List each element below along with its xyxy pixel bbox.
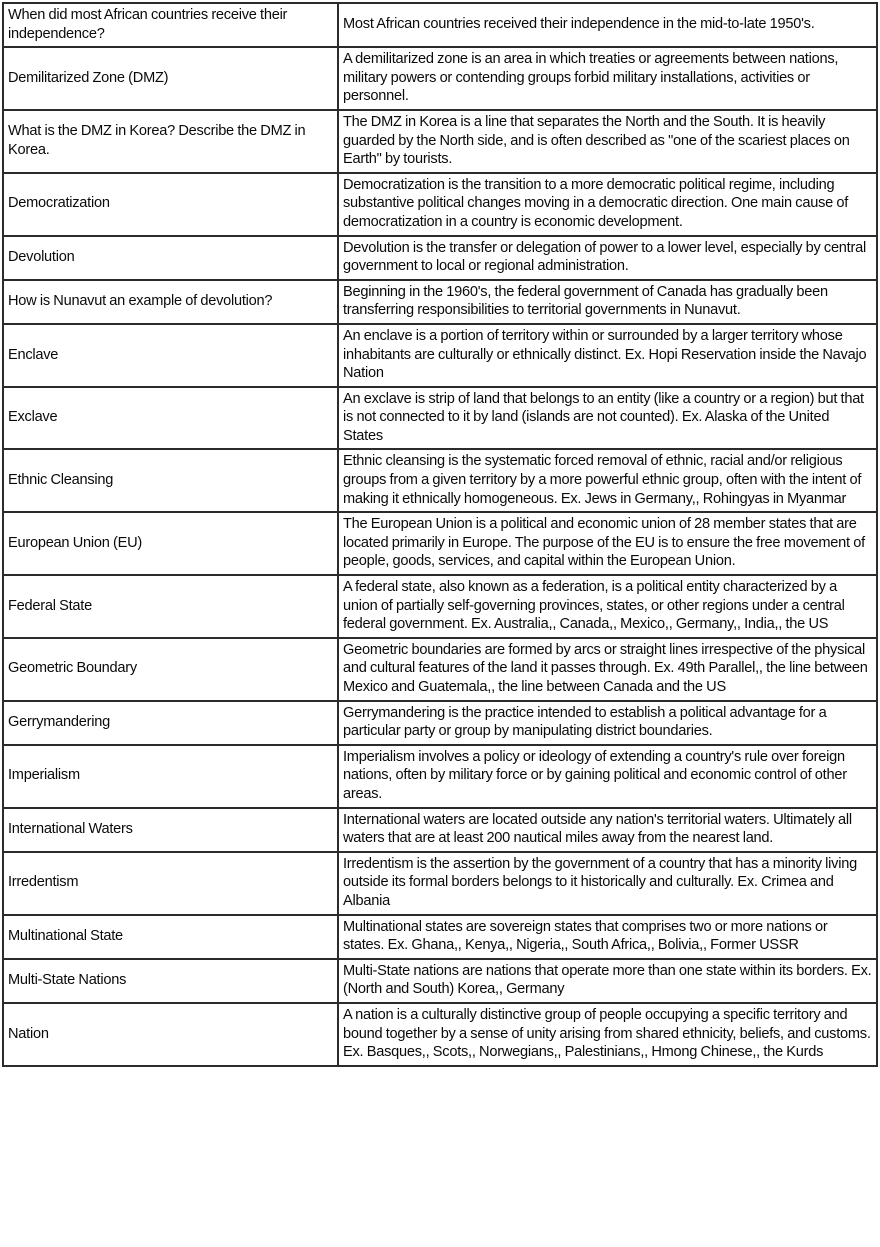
definition-text: Irredentism is the assertion by the government of a country that has a minority living outside its formal borders belongs to it historically and culturally. Ex. Crimea and Albania <box>343 855 857 909</box>
term-text: Irredentism <box>8 874 79 891</box>
definition-text: The European Union is a political and economic union of 28 member states that are located primarily in Europe. The purpose of the EU is to ensure the free movement of people, goods, services, and capital within the European Union. <box>343 516 865 570</box>
definition-cell <box>338 280 877 324</box>
term-cell <box>3 512 338 575</box>
term-cell <box>3 575 338 638</box>
term-cell <box>3 638 338 701</box>
definition-text: Imperialism involves a policy or ideology of extending a country's rule over foreign nations, often by military force or by gaining political and economic control of other areas. <box>343 748 847 802</box>
vocabulary-table <box>2 2 878 1067</box>
table-row <box>3 512 877 575</box>
term-cell <box>3 449 338 512</box>
term-text: Gerrymandering <box>8 713 110 730</box>
definition-cell <box>338 110 877 173</box>
table-row <box>3 959 877 1003</box>
term-text: Enclave <box>8 346 59 363</box>
table-row <box>3 236 877 280</box>
term-text: Nation <box>8 1025 49 1042</box>
term-text: What is the DMZ in Korea? Describe the DMZ in Korea. <box>8 123 306 158</box>
term-cell <box>3 110 338 173</box>
term-cell <box>3 236 338 280</box>
term-text: Devolution <box>8 248 75 265</box>
definition-text: An enclave is a portion of territory within or surrounded by a larger territory whose inhabitants are culturally or ethnically distinct. Ex. Hopi Reservation inside the Navajo Nation <box>343 327 867 382</box>
definition-text: Most African countries received their independence in the mid-to-late 1950's. <box>343 16 815 33</box>
table-row <box>3 915 877 959</box>
term-text: International Waters <box>8 820 133 837</box>
table-row <box>3 701 877 745</box>
term-text: Democratization <box>8 195 110 212</box>
term-cell <box>3 1003 338 1066</box>
definition-cell <box>338 387 877 450</box>
definition-text: The DMZ in Korea is a line that separates the North and the South. It is heavily guarded by the North side, and is often described as "one of the scariest places on Earth" by tourists. <box>343 113 850 168</box>
definition-cell <box>338 701 877 745</box>
table-row <box>3 110 877 173</box>
term-cell <box>3 959 338 1003</box>
definition-text: Gerrymandering is the practice intended to establish a political advantage for a particular party or group by manipulating district boundaries. <box>343 704 827 740</box>
term-text: When did most African countries receive their independence? <box>8 7 288 42</box>
table-row <box>3 575 877 638</box>
definition-text: Democratization is the transition to a more democratic political regime, including substantive political changes moving in a democratic direction. One main cause of democratization in a country is economic development. <box>343 176 849 230</box>
term-cell <box>3 701 338 745</box>
definition-cell <box>338 959 877 1003</box>
definition-text: Multi-State nations are nations that operate more than one state within its borders. Ex. (North and South) Korea,, Germany <box>343 962 872 998</box>
definition-text: Beginning in the 1960's, the federal government of Canada has gradually been transferring responsibilities to territorial governments in Nunavut. <box>343 283 828 319</box>
definition-text: A federal state, also known as a federation, is a political entity characterized by a union of partially self-governing provinces, states, or other regions under a central federal government. Ex. Australia,, Canada,, Mexico,, Germany,, India,, the US <box>343 579 845 633</box>
definition-text: Devolution is the transfer or delegation of power to a lower level, especially by central government to local or regional administration. <box>343 239 866 275</box>
term-text: How is Nunavut an example of devolution? <box>8 293 273 310</box>
definition-cell <box>338 852 877 915</box>
definition-cell <box>338 1003 877 1066</box>
definition-cell <box>338 575 877 638</box>
table-row <box>3 47 877 110</box>
table-row <box>3 745 877 808</box>
term-cell <box>3 808 338 852</box>
term-cell <box>3 3 338 47</box>
term-cell <box>3 387 338 450</box>
definition-cell <box>338 638 877 701</box>
page-root <box>0 2 880 1247</box>
definition-cell <box>338 915 877 959</box>
table-row <box>3 387 877 450</box>
vocabulary-table-body <box>3 3 877 1066</box>
term-cell <box>3 852 338 915</box>
term-text: Imperialism <box>8 767 80 784</box>
table-row <box>3 3 877 47</box>
definition-text: Ethnic cleansing is the systematic forced removal of ethnic, racial and/or religious groups from a given territory by a more powerful ethnic group, often with the intent of making it ethnically homogeneous. Ex. Jews in Germany,, Rohingyas in Myanmar <box>343 453 862 507</box>
table-row <box>3 173 877 236</box>
definition-cell <box>338 512 877 575</box>
term-text: Geometric Boundary <box>8 660 137 677</box>
term-cell <box>3 915 338 959</box>
table-row <box>3 808 877 852</box>
definition-text: A demilitarized zone is an area in which treaties or agreements between nations, military powers or contending groups forbid military installations, activities or personnel. <box>343 51 839 105</box>
table-row <box>3 280 877 324</box>
term-text: Exclave <box>8 409 58 426</box>
term-cell <box>3 745 338 808</box>
table-row <box>3 852 877 915</box>
definition-text: Geometric boundaries are formed by arcs or straight lines irrespective of the physical and cultural features of the land it passes through. Ex. 49th Parallel,, the line between Mexico and Guatemala,, the line between Canada and the US <box>343 641 868 695</box>
definition-cell <box>338 808 877 852</box>
term-text: Multi-State Nations <box>8 972 127 989</box>
term-cell <box>3 280 338 324</box>
definition-cell <box>338 47 877 110</box>
definition-cell <box>338 449 877 512</box>
term-cell <box>3 47 338 110</box>
table-row <box>3 638 877 701</box>
term-cell <box>3 173 338 236</box>
term-text: Ethnic Cleansing <box>8 472 114 489</box>
table-row <box>3 324 877 387</box>
definition-cell <box>338 173 877 236</box>
definition-cell <box>338 324 877 387</box>
definition-text: A nation is a culturally distinctive group of people occupying a specific territory and bound together by a sense of unity arising from shared ethnicity, beliefs, and customs. Ex. Basques,, Scots,, Norwegians,, Palestinians,, Hmong Chinese,, the Kurds <box>343 1006 871 1061</box>
term-text: Multinational State <box>8 927 123 944</box>
definition-cell <box>338 745 877 808</box>
term-text: Federal State <box>8 597 92 614</box>
term-cell <box>3 324 338 387</box>
definition-cell <box>338 236 877 280</box>
term-text: European Union (EU) <box>8 534 142 551</box>
definition-cell <box>338 3 877 47</box>
definition-text: International waters are located outside any nation's territorial waters. Ultimately all waters that are at least 200 nautical miles away from the nearest land. <box>343 811 852 847</box>
definition-text: An exclave is strip of land that belongs to an entity (like a country or a region) but that is not connected to it by land (islands are not counted). Ex. Alaska of the United States <box>343 390 864 444</box>
table-row <box>3 1003 877 1066</box>
table-row <box>3 449 877 512</box>
term-text: Demilitarized Zone (DMZ) <box>8 69 169 86</box>
definition-text: Multinational states are sovereign states that comprises two or more nations or states. Ex. Ghana,, Kenya,, Nigeria,, South Africa,, Bolivia,, Former USSR <box>343 918 828 954</box>
